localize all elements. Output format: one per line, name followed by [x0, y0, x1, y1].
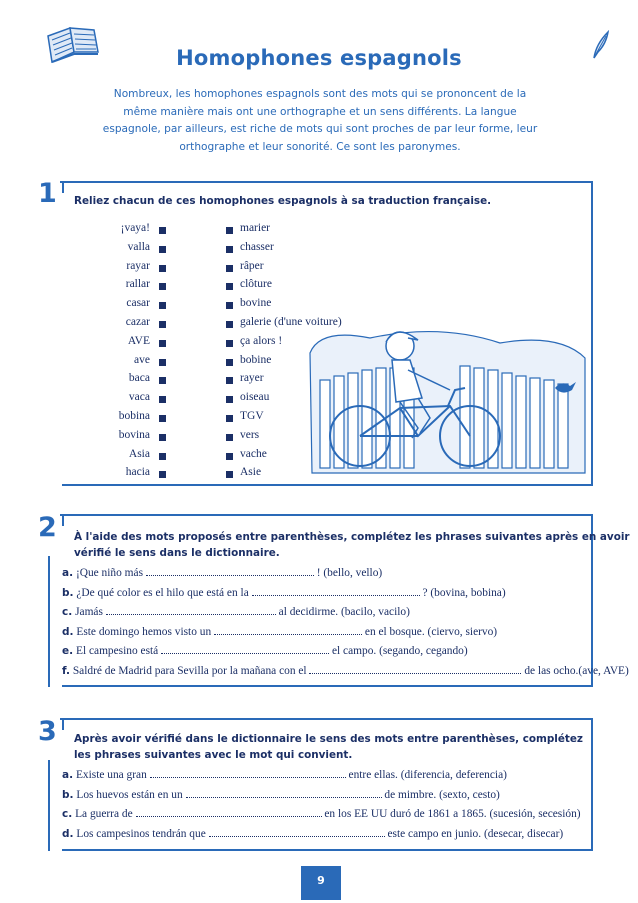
french-translation: rayer: [240, 372, 264, 385]
sentence-line: [62, 567, 382, 579]
sentence-text-before: Saldré de Madrid para Sevilla por la mañana con el: [72, 664, 307, 677]
french-translation: oiseau: [240, 391, 270, 404]
right-match-point[interactable]: [226, 396, 233, 403]
answer-blank[interactable]: [146, 567, 314, 576]
french-translation: bovine: [240, 297, 272, 310]
spanish-word: hacia: [125, 466, 150, 479]
bicycle-illustration: [300, 318, 590, 483]
sentence-letter: b.: [62, 586, 74, 599]
sentence-text-before: Este domingo hemos visto un: [76, 625, 212, 638]
answer-blank[interactable]: [214, 626, 362, 635]
sentence-letter: d.: [62, 625, 74, 638]
sentence-text-after: ! (bello, vello): [316, 567, 383, 579]
sentence-letter: a.: [62, 769, 74, 781]
spanish-word: ave: [134, 353, 150, 366]
exercise-3-instruction: Après avoir vérifié dans le dictionnaire le sens des mots entre parenthèses, complétez les phrases suivantes avec le mot qui convient.: [74, 733, 583, 761]
left-match-point[interactable]: [159, 453, 166, 460]
right-match-point[interactable]: [226, 377, 233, 384]
sentence-line: [62, 665, 629, 677]
left-match-point[interactable]: [159, 227, 166, 234]
exercise-2-number: 2: [38, 512, 57, 543]
spanish-word: ¡vaya!: [120, 222, 150, 234]
right-match-point[interactable]: [226, 283, 233, 290]
right-match-point[interactable]: [226, 471, 233, 478]
french-translation: ça alors !: [240, 334, 283, 347]
spanish-word: vaca: [128, 391, 150, 404]
left-match-point[interactable]: [159, 471, 166, 478]
spanish-word: bovina: [118, 428, 150, 441]
sentence-text-after: de mimbre. (sexto, cesto): [384, 788, 500, 801]
spanish-word: rayar: [126, 259, 150, 272]
right-match-point[interactable]: [226, 227, 233, 234]
spanish-word: Asia: [128, 447, 150, 460]
sentence-line: [62, 828, 563, 840]
sentence-text-before: Los campesinos tendrán que: [76, 827, 206, 840]
sentence-text-after: en el bosque. (ciervo, siervo): [364, 625, 498, 638]
sentence-text-before: Existe una gran: [75, 769, 147, 781]
right-match-point[interactable]: [226, 453, 233, 460]
french-translation: vache: [240, 447, 267, 460]
spanish-word: rallar: [125, 278, 150, 291]
right-match-point[interactable]: [226, 340, 233, 347]
left-match-point[interactable]: [159, 359, 166, 366]
page-title: Homophones espagnols: [176, 46, 462, 70]
sentence-line: [62, 587, 506, 599]
matching-row: [40, 297, 360, 315]
right-match-point[interactable]: [226, 415, 233, 422]
answer-blank[interactable]: [106, 606, 276, 615]
sentence-letter: c.: [62, 606, 73, 618]
matching-row: [40, 260, 360, 278]
french-translation: galerie (d'une voiture): [240, 316, 342, 328]
left-match-point[interactable]: [159, 340, 166, 347]
sentence-letter: d.: [62, 827, 74, 840]
page-number: 9: [317, 874, 325, 887]
sentence-text-after: al decidirme. (bacilo, vacilo): [278, 606, 410, 618]
french-translation: TGV: [240, 410, 264, 422]
french-translation: clôture: [240, 278, 272, 291]
french-translation: marier: [240, 222, 271, 234]
sentence-text-before: La guerra de: [75, 808, 133, 820]
left-match-point[interactable]: [159, 396, 166, 403]
matching-row: [40, 222, 360, 240]
answer-blank[interactable]: [150, 769, 346, 778]
left-match-point[interactable]: [159, 283, 166, 290]
sentence-text-before: Los huevos están en un: [76, 788, 183, 801]
sentence-line: [62, 626, 497, 638]
sentence-text-after: en los EE UU duró de 1861 a 1865. (sucesión, secesión): [324, 808, 581, 820]
sentence-letter: b.: [62, 788, 74, 801]
spanish-word: casar: [126, 297, 150, 310]
left-match-point[interactable]: [159, 415, 166, 422]
spanish-word: AVE: [127, 334, 150, 347]
right-match-point[interactable]: [226, 265, 233, 272]
right-match-point[interactable]: [226, 321, 233, 328]
answer-blank[interactable]: [252, 587, 420, 596]
exercise-1-instruction: Reliez chacun de ces homophones espagnols à sa traduction française.: [74, 195, 492, 207]
right-match-point[interactable]: [226, 302, 233, 309]
matching-row: [40, 241, 360, 259]
sentence-letter: a.: [62, 567, 74, 579]
sentence-text-before: El campesino está: [75, 645, 159, 657]
sentence-line: [62, 645, 468, 657]
french-translation: Asie: [240, 466, 262, 479]
exercise-2-instruction: À l'aide des mots proposés entre parenthèses, complétez les phrases suivantes après en avoir vérifié le sens dans le dictionnaire.: [74, 531, 630, 559]
spanish-word: valla: [127, 240, 150, 253]
right-match-point[interactable]: [226, 434, 233, 441]
spanish-word: cazar: [125, 316, 150, 328]
sentence-text-after: ? (bovina, bobina): [422, 586, 506, 599]
sentence-line: [62, 769, 507, 781]
left-match-point[interactable]: [159, 321, 166, 328]
sentence-text-before: ¡Que niño más: [75, 567, 144, 579]
intro-paragraph: Nombreux, les homophones espagnols sont des mots qui se prononcent de la même manière mais ont une orthographe et un sens différents. La langue espagnole, par ailleurs, est riche de mots qui sont proches de par leur forme, leur orthographe et leur sonorité. Ce sont les paronymes.: [102, 88, 538, 153]
french-translation: chasser: [240, 240, 274, 253]
matching-row: [40, 278, 360, 296]
right-match-point[interactable]: [226, 359, 233, 366]
sentence-text-after: entre ellas. (diferencia, deferencia): [348, 769, 507, 781]
sentence-line: [62, 789, 500, 801]
answer-blank[interactable]: [309, 665, 521, 674]
sentence-letter: f.: [62, 664, 70, 677]
spanish-word: bobina: [118, 410, 150, 422]
sentence-text-after: el campo. (segando, cegando): [331, 645, 468, 657]
right-match-point[interactable]: [226, 246, 233, 253]
sentence-text-after: de las ocho.(ave, AVE): [524, 664, 629, 677]
sentence-line: [62, 606, 410, 618]
answer-blank[interactable]: [209, 828, 385, 837]
answer-blank[interactable]: [186, 789, 382, 798]
left-match-point[interactable]: [159, 377, 166, 384]
sentence-line: [62, 808, 581, 820]
answer-blank[interactable]: [161, 645, 329, 654]
exercise-3-number: 3: [38, 716, 57, 747]
sentence-text-before: ¿De qué color es el hilo que está en la: [76, 586, 249, 599]
spanish-word: baca: [128, 372, 150, 385]
left-match-point[interactable]: [159, 265, 166, 272]
left-match-point[interactable]: [159, 302, 166, 309]
exercise-1-number: 1: [38, 178, 57, 209]
sentence-letter: c.: [62, 808, 73, 820]
sentence-text-before: Jamás: [75, 606, 103, 618]
french-translation: vers: [240, 428, 260, 441]
sentence-letter: e.: [62, 645, 74, 657]
left-match-point[interactable]: [159, 434, 166, 441]
answer-blank[interactable]: [136, 808, 322, 817]
french-translation: râper: [240, 259, 264, 272]
french-translation: bobine: [240, 353, 272, 366]
left-match-point[interactable]: [159, 246, 166, 253]
sentence-text-after: este campo en junio. (desecar, disecar): [387, 827, 564, 840]
